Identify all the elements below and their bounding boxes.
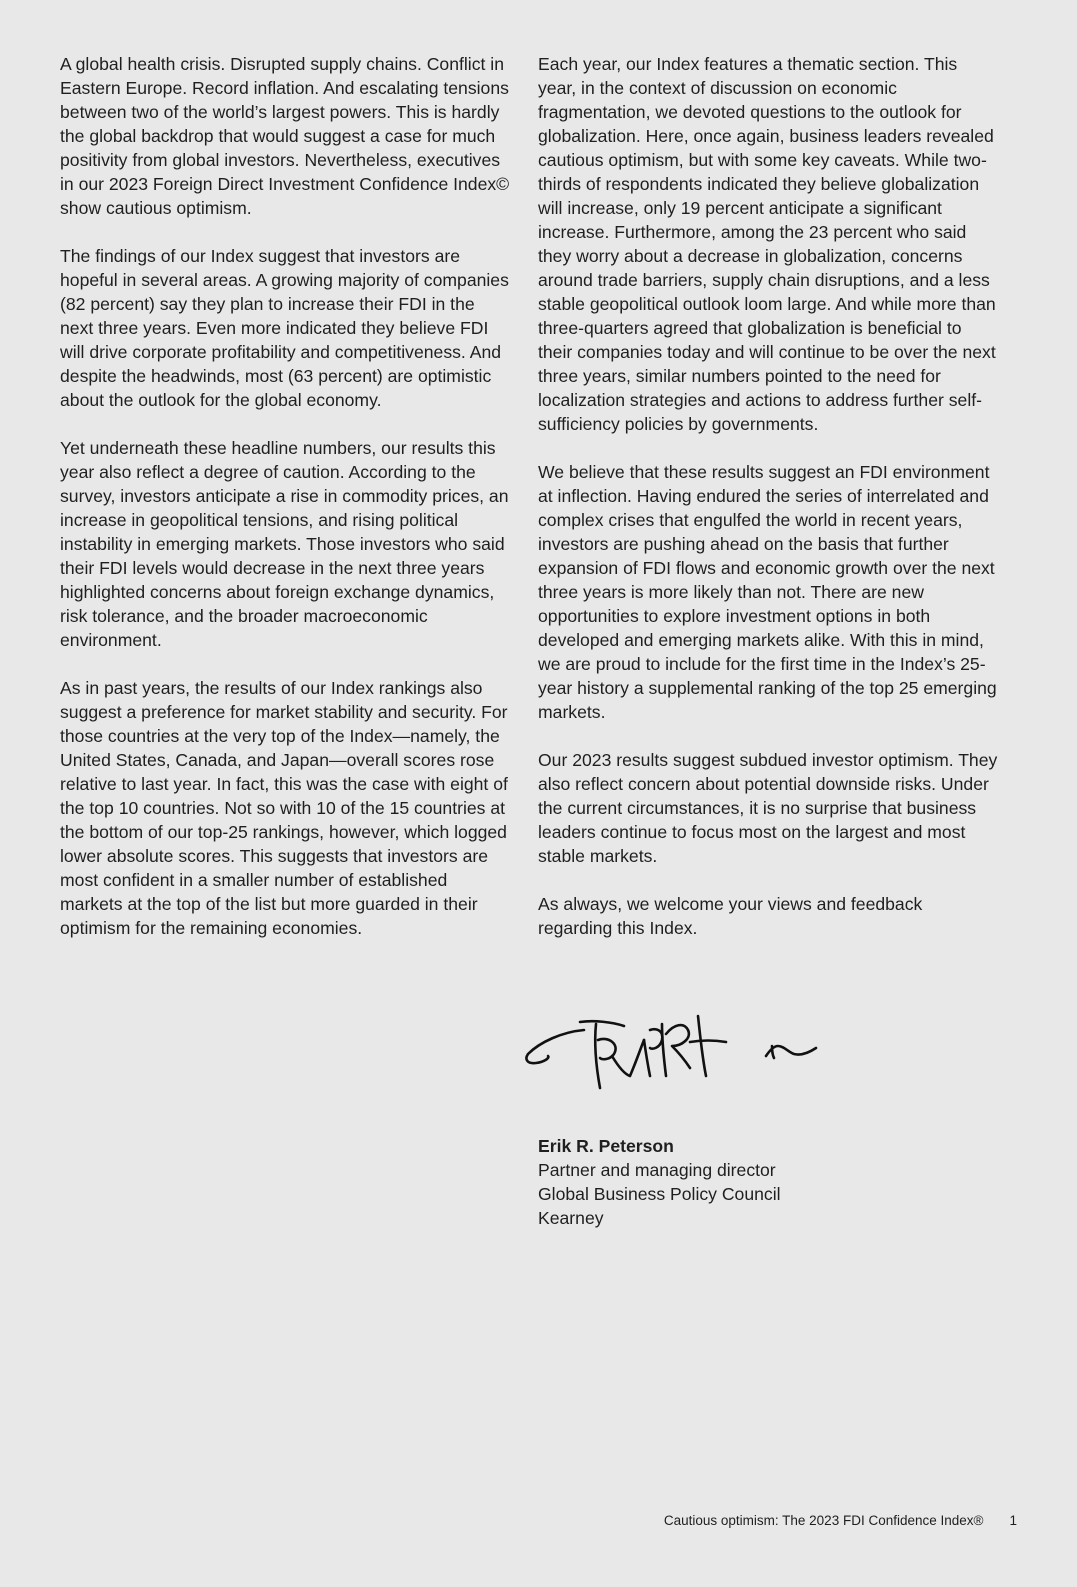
signature-block: [538, 1134, 781, 1230]
intro-paragraph: A global health crisis. Disrupted supply chains. Conflict in Eastern Europe. Record inflation. And escalating tensions between two of the world’s largest powers. This is hardly the global backdrop that would suggest a case for much positivity from global investors. Nevertheless, executives in our 2023 Foreign Direct Investment Confidence Index© show cautious optimism.: [60, 54, 510, 218]
rankings-paragraph: As in past years, the results of our Index rankings also suggest a preference for market stability and security. For those countries at the very top of the Index—namely, the United States, Canada, and Japan—overall scores rose relative to last year. In fact, this was the case with eight of the top 10 countries. Not so with 10 of the 15 countries at the bottom of our top-25 rankings, however, which logged lower absolute scores. This suggests that investors are most confident in a smaller number of established markets at the top of the list but more guarded in their optimism for the remaining economies.: [60, 678, 508, 938]
handwritten-signature: [522, 1010, 822, 1100]
right-column: [538, 52, 998, 964]
results-paragraph: Our 2023 results suggest subdued investor optimism. They also reflect concern about potential downside risks. Under the current circumstances, it is no surprise that business leaders continue to focus most on the largest and most stable markets.: [538, 750, 998, 866]
signer-title: Partner and managing director: [538, 1160, 776, 1180]
feedback-paragraph: As always, we welcome your views and feedback regarding this Index.: [538, 894, 923, 938]
signer-company: Kearney: [538, 1208, 604, 1228]
signer-department: Global Business Policy Council: [538, 1184, 781, 1204]
inflection-paragraph: We believe that these results suggest an FDI environment at inflection. Having endured the series of interrelated and complex crises that engulfed the world in recent years, investors are pushing ahead on the basis that further expansion of FDI flows and economic growth over the next three years is more likely than not. There are new opportunities to explore investment options in both developed and emerging markets alike. With this in mind, we are proud to include for the first time in the Index’s 25-year history a supplemental ranking of the top 25 emerging markets.: [538, 462, 997, 722]
page-number: 1: [1009, 1513, 1017, 1528]
footer-title: Cautious optimism: The 2023 FDI Confidence Index®: [663, 1513, 984, 1528]
signer-name: Erik R. Peterson: [538, 1136, 674, 1156]
caution-paragraph: Yet underneath these headline numbers, our results this year also reflect a degree of caution. According to the survey, investors anticipate a rise in commodity prices, an increase in geopolitical tensions, and rising political instability in emerging markets. Those investors who said their FDI levels would decrease in the next three years highlighted concerns about foreign exchange dynamics, risk tolerance, and the broader macroeconomic environment.: [60, 438, 509, 650]
left-column: [60, 52, 512, 964]
thematic-paragraph: Each year, our Index features a thematic section. This year, in the context of discussion on economic fragmentation, we devoted questions to the outlook for globalization. Here, once again, business leaders revealed cautious optimism, but with some key caveats. While two-thirds of respondents indicated they believe globalization will increase, only 19 percent anticipate a significant increase. Furthermore, among the 23 percent who said they worry about a decrease in globalization, concerns around trade barriers, supply chain disruptions, and a less stable geopolitical outlook loom large. And while more than three-quarters agreed that globalization is beneficial to their companies today and will continue to be over the next three years, similar numbers pointed to the need for localization strategies and actions to address further self-sufficiency policies by governments.: [538, 54, 996, 434]
page-footer: [664, 1512, 1017, 1530]
findings-paragraph: The findings of our Index suggest that investors are hopeful in several areas. A growing majority of companies (82 percent) say they plan to increase their FDI in the next three years. Even more indicated they believe FDI will drive corporate profitability and competitiveness. And despite the headwinds, most (63 percent) are optimistic about the outlook for the global economy.: [60, 246, 509, 410]
